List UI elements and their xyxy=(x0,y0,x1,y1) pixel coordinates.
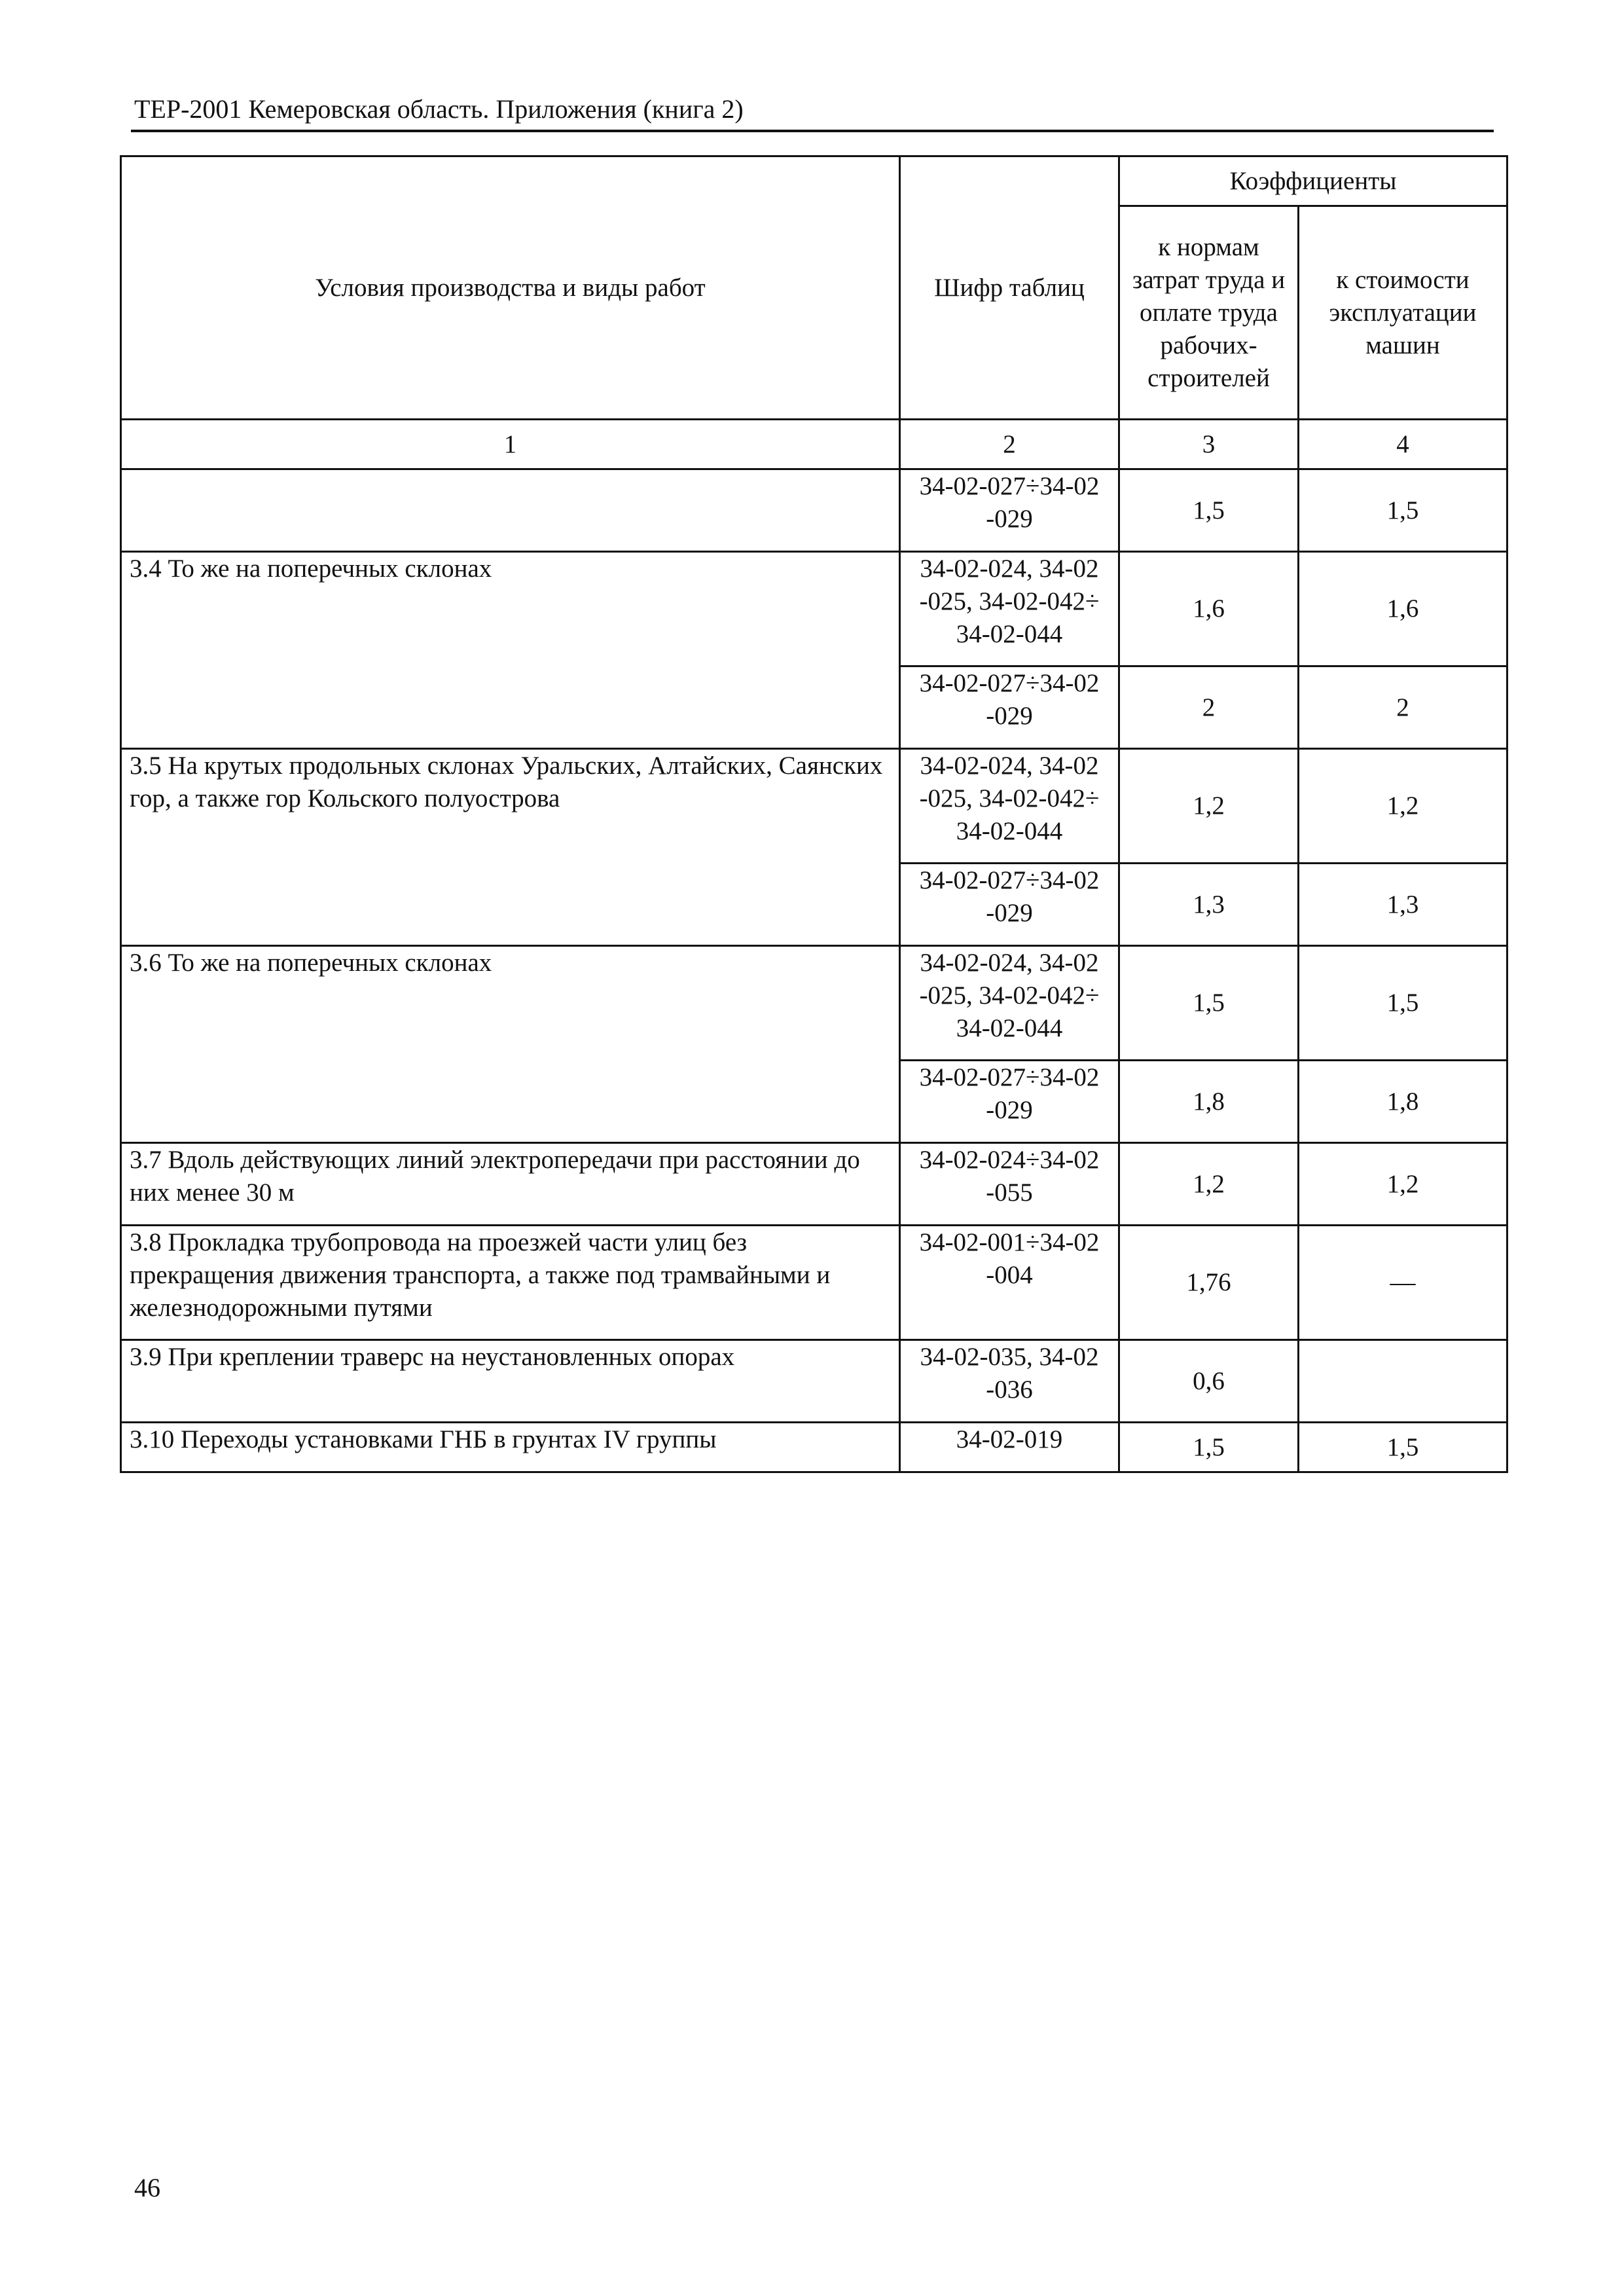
table-row xyxy=(121,469,1507,552)
code-cell xyxy=(900,1226,1119,1340)
labor-coefficient: 0,6 xyxy=(1119,1340,1299,1423)
machines-coefficient: 1,8 xyxy=(1299,1061,1507,1143)
page-number: 46 xyxy=(134,2173,160,2202)
running-header: ТЕР-2001 Кемеровская область. Приложения (книга 2) xyxy=(134,94,744,124)
labor-coefficient: 1,6 xyxy=(1119,552,1299,666)
code-cell xyxy=(900,469,1119,552)
coefficients-table xyxy=(120,155,1508,1473)
table-row xyxy=(121,749,1507,864)
table-row xyxy=(121,1226,1507,1340)
condition-cell: 3.8 Прокладка трубопровода на проезжей части улиц без прекращения движения транспорта, а также под трамвайными и железнодорожными путями xyxy=(121,1226,900,1340)
condition-cell: 3.10 Переходы установками ГНБ в грунтах IV группы xyxy=(121,1423,900,1472)
labor-coefficient: 1,5 xyxy=(1119,946,1299,1061)
machines-coefficient: 1,2 xyxy=(1299,1143,1507,1226)
code-text: 34-02-024, 34-02-025, 34-02-042÷34-02-044 xyxy=(919,555,1100,648)
column-number: 3 xyxy=(1119,420,1299,469)
table-row xyxy=(121,946,1507,1061)
code-text: 34-02-024, 34-02-025, 34-02-042÷34-02-044 xyxy=(919,752,1100,845)
code-text: 34-02-027÷34-02-029 xyxy=(919,866,1100,927)
code-text: 34-02-027÷34-02-029 xyxy=(919,472,1100,533)
labor-coefficient: 1,2 xyxy=(1119,1143,1299,1226)
code-text: 34-02-019 xyxy=(956,1425,1063,1453)
table-row xyxy=(121,1143,1507,1226)
code-cell xyxy=(900,1061,1119,1143)
column-number: 2 xyxy=(900,420,1119,469)
machines-coefficient: 1,5 xyxy=(1299,946,1507,1061)
header-conditions: Условия производства и виды работ xyxy=(121,156,900,420)
labor-coefficient: 1,2 xyxy=(1119,749,1299,864)
labor-coefficient: 2 xyxy=(1119,666,1299,749)
machines-coefficient: 1,3 xyxy=(1299,864,1507,946)
table-row xyxy=(121,1340,1507,1423)
header-code: Шифр таблиц xyxy=(900,156,1119,420)
code-cell xyxy=(900,749,1119,864)
code-cell xyxy=(900,1340,1119,1423)
machines-coefficient: 1,6 xyxy=(1299,552,1507,666)
code-cell xyxy=(900,1143,1119,1226)
code-cell xyxy=(900,946,1119,1061)
machines-coefficient: 2 xyxy=(1299,666,1507,749)
code-text: 34-02-024, 34-02-025, 34-02-042÷34-02-044 xyxy=(919,949,1100,1042)
condition-cell: 3.7 Вдоль действующих линий электропередачи при расстоянии до них менее 30 м xyxy=(121,1143,900,1226)
labor-coefficient: 1,5 xyxy=(1119,469,1299,552)
labor-coefficient: 1,3 xyxy=(1119,864,1299,946)
code-cell xyxy=(900,864,1119,946)
machines-coefficient: — xyxy=(1299,1226,1507,1340)
header-machines: к стоимости эксплуатации машин xyxy=(1299,206,1507,420)
code-text: 34-02-027÷34-02-029 xyxy=(919,669,1100,730)
table-row xyxy=(121,1423,1507,1472)
code-text: 34-02-001÷34-02-004 xyxy=(919,1228,1100,1289)
condition-cell: 3.9 При креплении траверс на неустановленных опорах xyxy=(121,1340,900,1423)
machines-coefficient: 1,2 xyxy=(1299,749,1507,864)
condition-cell: 3.4 То же на поперечных склонах xyxy=(121,552,900,749)
header-rule xyxy=(131,130,1494,132)
machines-coefficient: 1,5 xyxy=(1299,469,1507,552)
code-cell xyxy=(900,666,1119,749)
condition-cell: 3.5 На крутых продольных склонах Уральских, Алтайских, Саянских гор, а также гор Кольского полуострова xyxy=(121,749,900,946)
labor-coefficient: 1,5 xyxy=(1119,1423,1299,1472)
labor-coefficient: 1,76 xyxy=(1119,1226,1299,1340)
machines-coefficient: 1,5 xyxy=(1299,1423,1507,1472)
machines-coefficient xyxy=(1299,1340,1507,1423)
code-cell xyxy=(900,1423,1119,1472)
condition-cell xyxy=(121,469,900,552)
table-row xyxy=(121,552,1507,666)
column-number: 4 xyxy=(1299,420,1507,469)
labor-coefficient: 1,8 xyxy=(1119,1061,1299,1143)
condition-cell: 3.6 То же на поперечных склонах xyxy=(121,946,900,1143)
header-labor: к нормам затрат труда и оплате труда рабочих-строителей xyxy=(1119,206,1299,420)
header-coefficients: Коэффициенты xyxy=(1119,156,1507,206)
code-text: 34-02-027÷34-02-029 xyxy=(919,1063,1100,1124)
code-text: 34-02-024÷34-02-055 xyxy=(919,1146,1100,1207)
code-cell xyxy=(900,552,1119,666)
code-text: 34-02-035, 34-02-036 xyxy=(920,1343,1099,1404)
column-number: 1 xyxy=(121,420,900,469)
